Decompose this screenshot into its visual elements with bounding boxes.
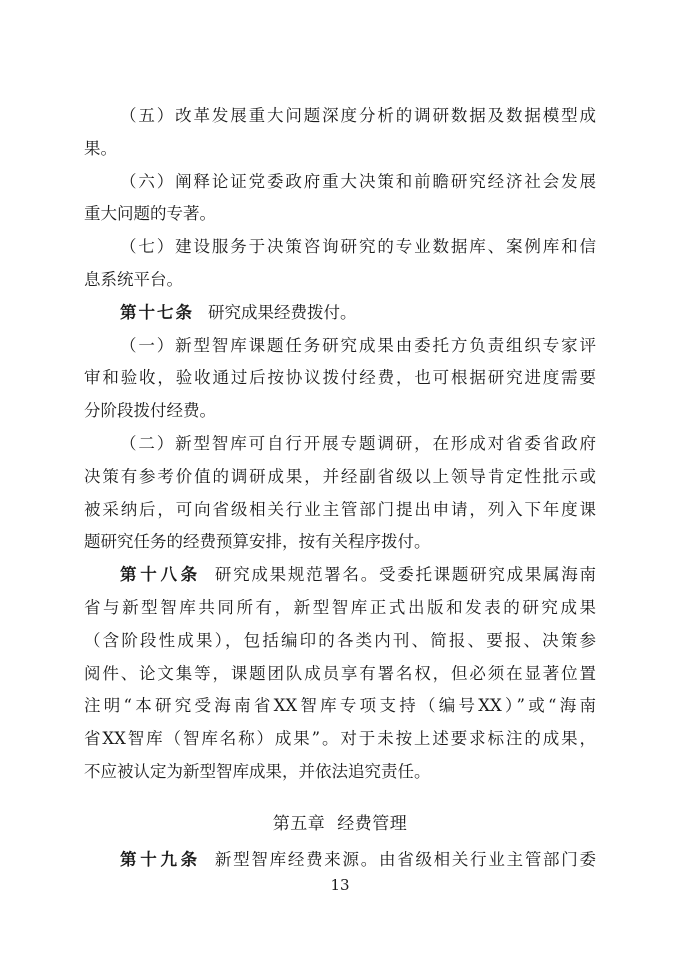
text-line: 注明“本研究受海南省XX智库专项支持（编号XX）”或“海南 xyxy=(84,696,596,716)
text-line: 分阶段拨付经费。 xyxy=(84,401,216,421)
text-line: 阅件、论文集等，课题团队成员享有署名权，但必须在显著位置 xyxy=(84,663,596,683)
text-line: （六）阐释论证党委政府重大决策和前瞻研究经济社会发展 xyxy=(120,171,596,191)
chapter-heading xyxy=(0,808,680,840)
article-number: 第十八条 xyxy=(120,565,201,585)
text-line: 题研究任务的经费预算安排，按有关程序拨付。 xyxy=(84,532,431,552)
article-line xyxy=(84,297,596,330)
text-line: 被采纳后，可向省级相关行业主管部门提出申请，列入下年度课 xyxy=(84,499,596,519)
text-line: 审和验收，验收通过后按协议拨付经费，也可根据研究进度需要 xyxy=(84,368,596,388)
article-line xyxy=(84,844,596,877)
text-line: （七）建设服务于决策咨询研究的专业数据库、案例库和信 xyxy=(120,237,596,257)
text-line: 省XX智库（智库名称）成果”。对于未按上述要求标注的成果， xyxy=(84,729,596,749)
text-line: 不应被认定为新型智库成果，并依法追究责任。 xyxy=(84,761,431,781)
text-line: 息系统平台。 xyxy=(84,269,183,289)
text-line: 决策有参考价值的调研成果，并经副省级以上领导肯定性批示或 xyxy=(84,466,596,486)
document-body-continued xyxy=(84,844,596,877)
text-line: 果。 xyxy=(84,138,117,158)
text-line: （二）新型智库可自行开展专题调研，在形成对省委省政府 xyxy=(120,433,596,453)
text-line: （含阶段性成果），包括编印的各类内刊、简报、要报、决策参 xyxy=(84,630,596,650)
page-number: 13 xyxy=(330,876,350,894)
article-number: 第十七条 xyxy=(120,302,194,322)
text-line: （一）新型智库课题任务研究成果由委托方负责组织专家评 xyxy=(120,335,596,355)
text-line: （五）改革发展重大问题深度分析的调研数据及数据模型成 xyxy=(120,106,596,125)
article-number: 第十九条 xyxy=(120,850,201,869)
text-line: 省与新型智库共同所有，新型智库正式出版和发表的研究成果 xyxy=(84,597,596,617)
chapter-title: 经费管理 xyxy=(337,814,408,834)
document-body xyxy=(84,100,596,789)
chapter-number: 第五章 xyxy=(272,814,326,834)
article-text: 新型智库经费来源。由省级相关行业主管部门委 xyxy=(214,850,597,869)
text-line: 重大问题的专著。 xyxy=(84,204,216,224)
article-text: 研究成果经费拨付。 xyxy=(208,302,357,322)
article-text: 研究成果规范署名。受委托课题研究成果属海南 xyxy=(214,565,597,585)
article-line xyxy=(84,559,596,592)
